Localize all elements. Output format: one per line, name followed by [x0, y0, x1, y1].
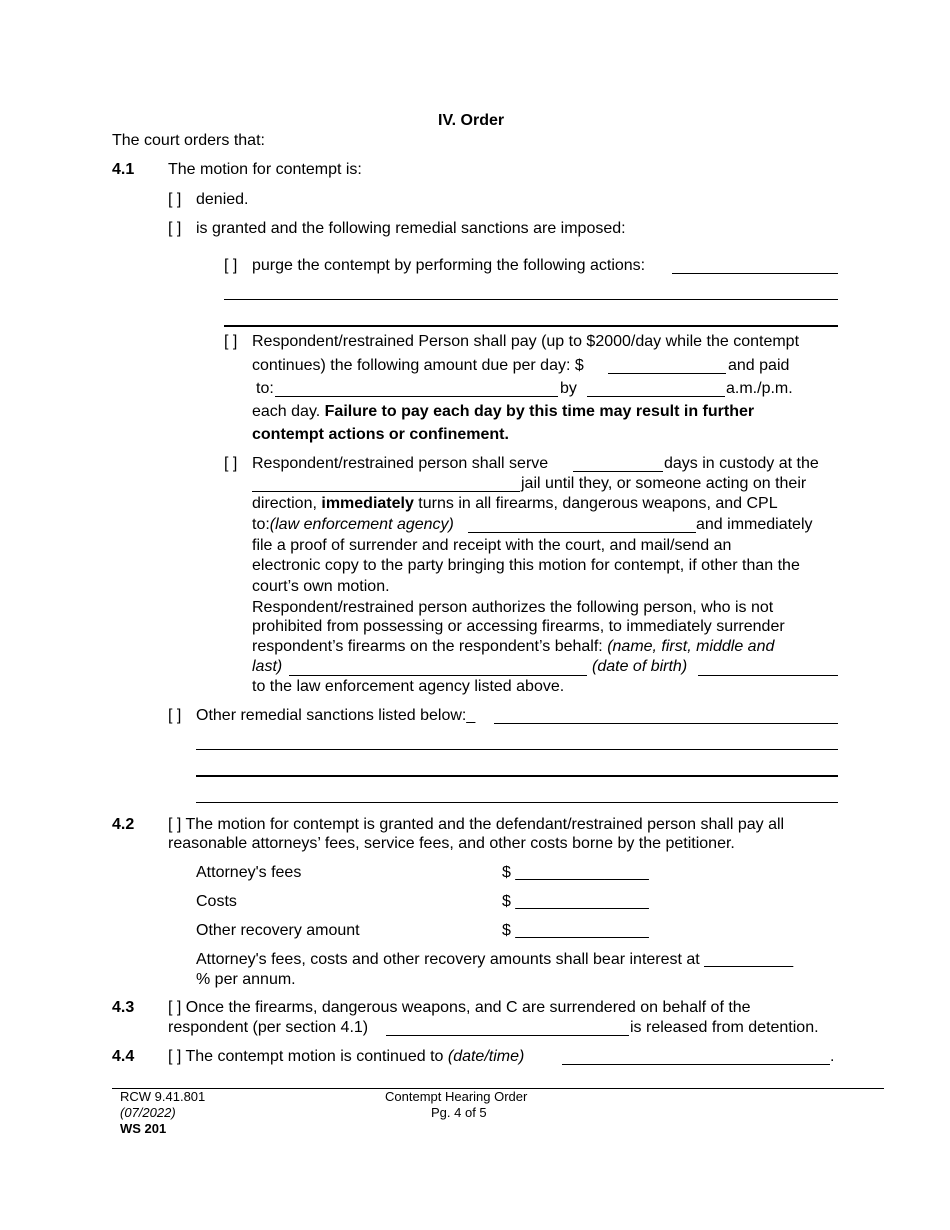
other-field-line-2[interactable]: [196, 749, 838, 750]
footer-title: Contempt Hearing Order: [385, 1089, 528, 1104]
section-number-4-4: 4.4: [112, 1048, 135, 1065]
release-name-field[interactable]: [386, 1035, 629, 1036]
release-line-1: [ ] Once the firearms, dangerous weapons, and C are surrendered on behalf of the: [168, 999, 751, 1016]
pay-line-2a: continues) the following amount due per day: $: [252, 357, 584, 374]
denied-checkbox[interactable]: [ ]: [168, 191, 182, 208]
pay-line-4a: each day.: [252, 403, 325, 420]
serve-line-4a: to:: [252, 516, 270, 533]
serve-name-field[interactable]: [289, 675, 587, 676]
serve-line-7: court’s own motion.: [252, 578, 390, 595]
other-field-line-1[interactable]: [494, 723, 838, 724]
other-checkbox[interactable]: [ ]: [168, 707, 182, 724]
pay-by-field[interactable]: [587, 396, 725, 397]
fee-label: Attorney's fees: [196, 864, 302, 881]
footer-form-number: WS 201: [120, 1121, 167, 1136]
purge-field-line-3[interactable]: [224, 325, 838, 327]
continued-period: .: [830, 1048, 835, 1065]
serve-line-3: [252, 494, 778, 514]
fee-amount[interactable]: $ _______________: [502, 893, 649, 910]
pay-warning: Failure to pay each day by this time may result in further: [324, 403, 755, 420]
continued-text: [ ] The contempt motion is continued to: [168, 1048, 448, 1065]
footer-page: Pg. 4 of 5: [431, 1105, 487, 1120]
serve-line-12: to the law enforcement agency listed above.: [252, 678, 565, 695]
serve-agency-field[interactable]: [468, 532, 696, 533]
serve-line-3a: direction,: [252, 495, 322, 512]
pay-checkbox[interactable]: [ ]: [224, 333, 238, 350]
pay-line-4: [252, 402, 754, 422]
denied-label: denied.: [196, 191, 249, 208]
section-number-4-3: 4.3: [112, 999, 135, 1016]
interest-line-1: Attorney's fees, costs and other recovery amounts shall bear interest at __________: [196, 951, 794, 968]
continued-line: [168, 1047, 524, 1067]
purge-label: purge the contempt by performing the following actions:: [252, 257, 646, 274]
pay-amount-field[interactable]: [608, 373, 726, 374]
serve-line-4c: and immediately: [696, 516, 813, 533]
continued-date-field[interactable]: [562, 1064, 830, 1065]
intro-text: The court orders that:: [112, 132, 265, 149]
release-line-2a: respondent (per section 4.1): [168, 1019, 369, 1036]
serve-line-8: Respondent/restrained person authorizes the following person, who is not: [252, 599, 774, 616]
purge-field-line-1[interactable]: [672, 273, 838, 274]
serve-checkbox[interactable]: [ ]: [224, 455, 238, 472]
serve-line-3c: turns in all firearms, dangerous weapons, and CPL: [413, 495, 778, 512]
serve-line-11a: last): [252, 658, 283, 675]
section-number-4-2: 4.2: [112, 816, 135, 833]
serve-name-hint: (name, first, middle and: [607, 638, 775, 655]
serve-immediately: immediately: [321, 495, 414, 512]
fee-amount[interactable]: $ _______________: [502, 864, 649, 881]
fees-line-1: [ ] The motion for contempt is granted and the defendant/restrained person shall pay all: [168, 816, 785, 833]
purge-checkbox[interactable]: [ ]: [224, 257, 238, 274]
serve-line-1a: Respondent/restrained person shall serve: [252, 455, 549, 472]
serve-line-10: [252, 637, 774, 657]
fees-line-2: reasonable attorneys’ fees, service fees, and other costs borne by the petitioner.: [168, 835, 735, 852]
serve-jail-field[interactable]: [252, 491, 520, 492]
pay-line-5: contempt actions or confinement.: [252, 426, 509, 443]
purge-field-line-2[interactable]: [224, 299, 838, 300]
serve-dob-field[interactable]: [698, 675, 838, 676]
motion-lead-text: The motion for contempt is:: [168, 161, 362, 178]
fee-amount[interactable]: $ _______________: [502, 922, 649, 939]
pay-to-field[interactable]: [275, 396, 558, 397]
granted-checkbox[interactable]: [ ]: [168, 220, 182, 237]
pay-line-3b: by: [560, 380, 577, 397]
pay-line-3a: to:: [256, 380, 274, 397]
other-field-line-4[interactable]: [196, 802, 838, 803]
release-line-2b: is released from detention.: [630, 1019, 819, 1036]
footer-rcw: RCW 9.41.801: [120, 1089, 206, 1104]
section-title: IV. Order: [438, 112, 505, 129]
granted-label: is granted and the following remedial sanctions are imposed:: [196, 220, 626, 237]
serve-line-1b: days in custody at the: [664, 455, 819, 472]
fee-label: Costs: [196, 893, 237, 910]
serve-line-5: file a proof of surrender and receipt with the court, and mail/send an: [252, 537, 732, 554]
pay-line-2b: and paid: [728, 357, 790, 374]
other-label: Other remedial sanctions listed below:_: [196, 707, 476, 724]
other-field-line-3[interactable]: [196, 775, 838, 777]
continued-date-hint: (date/time): [447, 1048, 525, 1065]
serve-line-4: [252, 515, 454, 535]
serve-line-6: electronic copy to the party bringing this motion for contempt, if other than the: [252, 557, 800, 574]
serve-dob-hint: (date of birth): [592, 658, 688, 675]
pay-line-1: Respondent/restrained Person shall pay (up to $2000/day while the contempt: [252, 333, 800, 350]
section-number-4-1: 4.1: [112, 161, 135, 178]
footer-date: (07/2022): [120, 1105, 176, 1120]
fee-label: Other recovery amount: [196, 922, 360, 939]
serve-line-2: jail until they, or someone acting on their: [521, 475, 807, 492]
serve-days-field[interactable]: [573, 471, 663, 472]
pay-line-3c: a.m./p.m.: [726, 380, 793, 397]
serve-line-9: prohibited from possessing or accessing firearms, to immediately surrender: [252, 618, 785, 635]
serve-line-10a: respondent’s firearms on the respondent’s behalf:: [252, 638, 608, 655]
serve-agency-hint: (law enforcement agency): [269, 516, 454, 533]
interest-line-2: % per annum.: [196, 971, 296, 988]
